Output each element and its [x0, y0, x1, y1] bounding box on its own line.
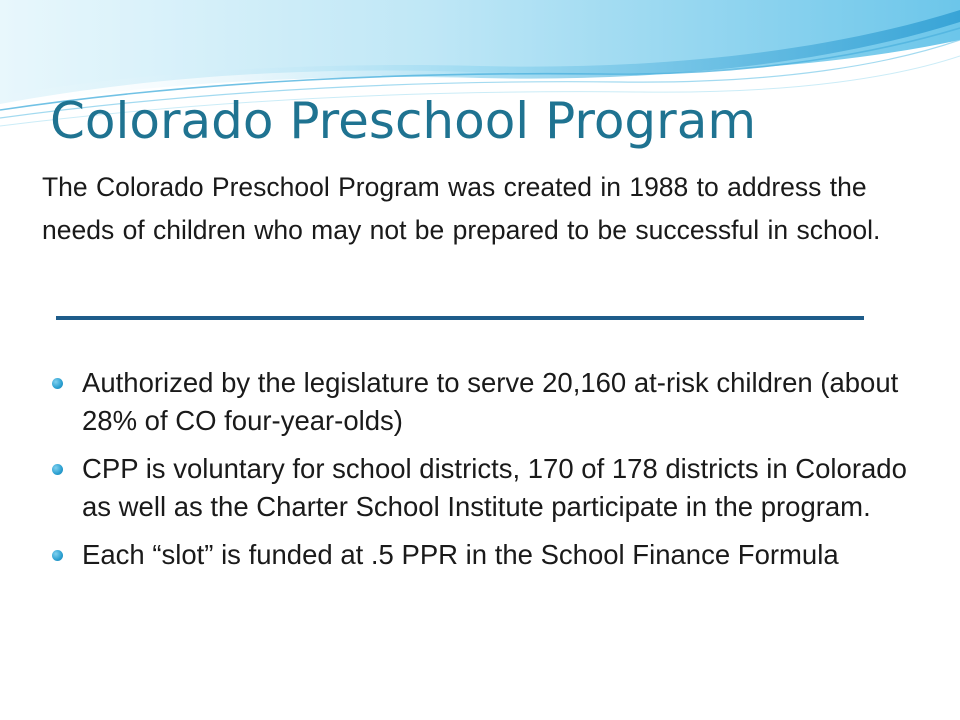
bullet-dot-icon — [52, 378, 63, 389]
bullet-text: Authorized by the legislature to serve 20,160 at-risk children (about 28% of CO four-year-olds) — [82, 367, 899, 436]
bullet-item — [52, 450, 918, 526]
slide-title: Colorado Preschool Program — [50, 92, 757, 150]
bullet-item — [52, 364, 918, 440]
bullet-text: Each “slot” is funded at .5 PPR in the School Finance Formula — [82, 539, 839, 570]
bullet-list — [52, 364, 918, 584]
intro-paragraph: The Colorado Preschool Program was created in 1988 to address the needs of children who may not be prepared to be successful in school. — [42, 172, 881, 245]
divider-line — [56, 316, 864, 320]
bullet-text: CPP is voluntary for school districts, 170 of 178 districts in Colorado as well as the Charter School Institute participate in the program. — [82, 453, 907, 522]
bullet-dot-icon — [52, 464, 63, 475]
bullet-item — [52, 536, 918, 574]
bullet-dot-icon — [52, 550, 63, 561]
